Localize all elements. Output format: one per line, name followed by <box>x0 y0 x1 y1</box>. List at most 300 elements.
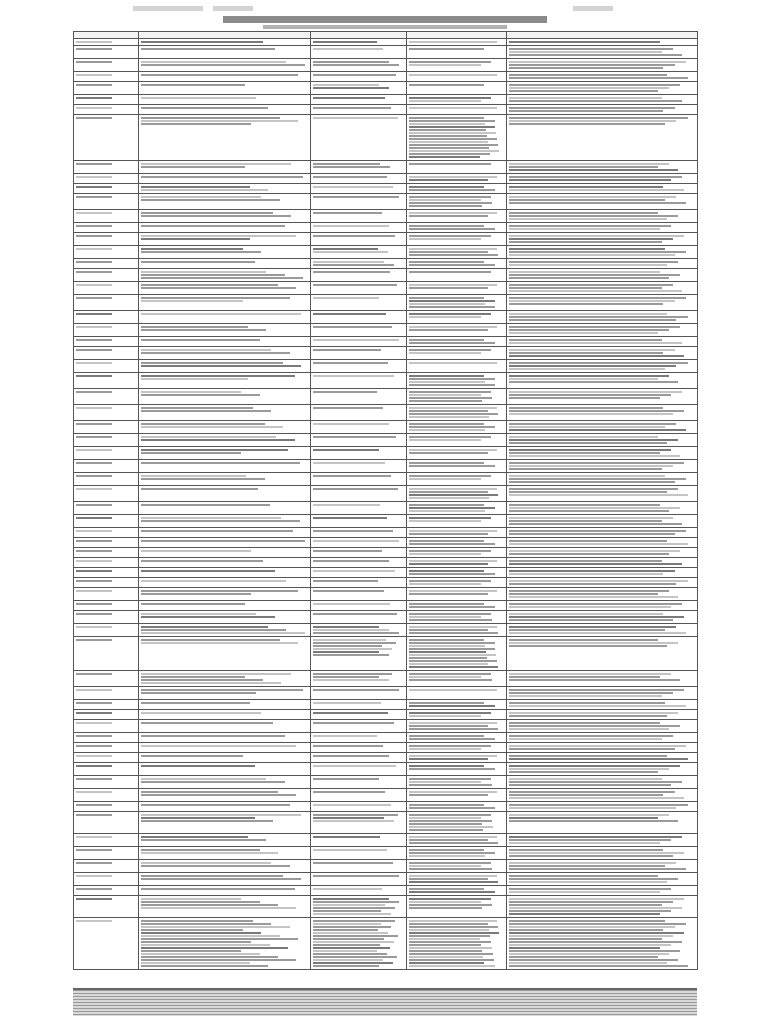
table-cell <box>311 233 407 246</box>
table-row <box>74 847 698 860</box>
table-cell <box>407 324 507 337</box>
illegible-text-line <box>141 61 286 63</box>
illegible-text-line <box>141 676 245 678</box>
table-cell <box>407 72 507 82</box>
table-cell <box>407 860 507 873</box>
illegible-text-line <box>313 297 379 299</box>
illegible-text-line <box>141 478 265 480</box>
illegible-text-line <box>409 384 495 386</box>
illegible-text-line <box>409 950 482 952</box>
illegible-text-line <box>409 563 488 565</box>
table-cell <box>139 115 311 161</box>
table-cell <box>407 210 507 223</box>
illegible-text-line <box>409 48 484 50</box>
illegible-text-line <box>313 61 389 63</box>
illegible-text-line <box>409 147 489 149</box>
illegible-text-line <box>141 907 296 909</box>
illegible-text-line <box>509 316 688 318</box>
illegible-text-line <box>409 820 492 822</box>
table-cell <box>507 39 698 46</box>
table-cell <box>139 918 311 970</box>
illegible-text-line <box>409 439 481 441</box>
illegible-text-line <box>76 560 112 562</box>
illegible-text-line <box>313 642 396 644</box>
illegible-text-line <box>409 429 485 431</box>
illegible-text-line <box>409 478 481 480</box>
table-cell <box>311 733 407 743</box>
illegible-text-line <box>313 645 382 647</box>
table-cell <box>507 72 698 82</box>
illegible-text-line <box>409 381 485 383</box>
illegible-text-line <box>313 679 389 681</box>
table-cell <box>139 710 311 720</box>
illegible-text-line <box>313 449 379 451</box>
illegible-text-line <box>409 868 492 870</box>
illegible-text-line <box>409 842 498 844</box>
table-cell <box>139 72 311 82</box>
table-cell <box>407 896 507 918</box>
illegible-text-line <box>141 778 266 780</box>
table-cell <box>139 733 311 743</box>
illegible-text-line <box>313 913 391 915</box>
illegible-text-line <box>76 804 112 806</box>
illegible-text-line <box>141 765 255 767</box>
illegible-text-line <box>509 842 660 844</box>
table-cell <box>507 460 698 473</box>
table-cell <box>311 528 407 538</box>
table-row <box>74 46 698 59</box>
table-cell <box>507 105 698 115</box>
illegible-text-line <box>141 852 278 854</box>
illegible-text-line <box>409 881 498 883</box>
illegible-text-line <box>76 550 112 552</box>
illegible-text-line <box>141 235 296 237</box>
illegible-text-line <box>509 436 658 438</box>
illegible-text-line <box>509 74 667 76</box>
illegible-text-line <box>141 391 241 393</box>
illegible-text-line <box>409 362 497 364</box>
table-cell <box>407 515 507 528</box>
illegible-text-line <box>141 593 251 595</box>
table-cell <box>507 578 698 588</box>
illegible-text-line <box>313 935 398 937</box>
table-cell <box>407 502 507 515</box>
illegible-text-line <box>409 475 491 477</box>
illegible-text-line <box>409 543 495 545</box>
table-cell <box>74 259 139 269</box>
illegible-text-line <box>76 580 112 582</box>
table-cell <box>407 460 507 473</box>
table-row <box>74 637 698 671</box>
table-cell <box>74 389 139 405</box>
illegible-text-line <box>509 478 686 480</box>
illegible-text-line <box>313 271 390 273</box>
table-cell <box>311 601 407 611</box>
illegible-text-line <box>141 530 293 532</box>
illegible-text-line <box>509 728 669 730</box>
illegible-text-line <box>409 129 486 131</box>
illegible-text-line <box>409 648 495 650</box>
illegible-text-line <box>409 228 495 230</box>
table-cell <box>507 918 698 970</box>
table-cell <box>139 246 311 259</box>
illegible-text-line <box>76 778 112 780</box>
table-cell <box>407 389 507 405</box>
illegible-text-line <box>509 907 682 909</box>
table-row <box>74 259 698 269</box>
table-cell <box>407 538 507 548</box>
table-cell <box>507 95 698 105</box>
header-tab <box>133 6 203 11</box>
table-row <box>74 223 698 233</box>
illegible-text-line <box>409 679 492 681</box>
table-cell <box>74 847 139 860</box>
illegible-text-line <box>409 814 491 816</box>
illegible-text-line <box>409 791 497 793</box>
table-row <box>74 405 698 421</box>
illegible-text-line <box>409 123 485 125</box>
table-cell <box>407 720 507 733</box>
table-cell <box>407 105 507 115</box>
illegible-text-line <box>76 326 112 328</box>
illegible-text-line <box>141 735 285 737</box>
illegible-text-line <box>509 722 660 724</box>
illegible-text-line <box>313 580 378 582</box>
table-row <box>74 434 698 447</box>
table-cell <box>311 115 407 161</box>
table-cell <box>507 847 698 860</box>
illegible-text-line <box>509 702 665 704</box>
illegible-text-line <box>409 651 486 653</box>
illegible-text-line <box>509 891 660 893</box>
table-cell <box>74 161 139 174</box>
table-cell <box>507 588 698 601</box>
illegible-text-line <box>509 735 673 737</box>
illegible-text-line <box>509 452 660 454</box>
illegible-text-line <box>141 248 243 250</box>
illegible-text-line <box>141 313 301 315</box>
illegible-text-line <box>509 632 686 634</box>
table-cell <box>507 486 698 502</box>
illegible-text-line <box>409 84 484 86</box>
illegible-text-line <box>141 163 291 165</box>
illegible-text-line <box>509 695 662 697</box>
illegible-text-line <box>313 929 378 931</box>
table-cell <box>311 82 407 95</box>
table-row <box>74 295 698 311</box>
illegible-text-line <box>509 938 662 940</box>
header-tab <box>573 6 613 11</box>
table-cell <box>74 210 139 223</box>
table-cell <box>507 763 698 776</box>
illegible-text-line <box>509 277 669 279</box>
table-cell <box>507 174 698 184</box>
table-row <box>74 95 698 105</box>
table-cell <box>507 896 698 918</box>
illegible-text-line <box>141 904 278 906</box>
table-cell <box>407 421 507 434</box>
illegible-text-line <box>76 735 112 737</box>
illegible-text-line <box>141 590 298 592</box>
illegible-text-line <box>509 507 680 509</box>
illegible-text-line <box>409 300 495 302</box>
table-cell <box>507 515 698 528</box>
illegible-text-line <box>76 163 112 165</box>
illegible-text-line <box>141 929 243 931</box>
table-cell <box>139 548 311 558</box>
table-cell <box>311 46 407 59</box>
table-cell <box>507 269 698 282</box>
table-row <box>74 174 698 184</box>
illegible-text-line <box>509 953 669 955</box>
illegible-text-line <box>509 797 684 799</box>
illegible-text-line <box>509 462 684 464</box>
illegible-text-line <box>141 475 246 477</box>
table-cell <box>507 776 698 789</box>
illegible-text-line <box>509 852 684 854</box>
illegible-text-line <box>313 920 395 922</box>
illegible-text-line <box>509 689 684 691</box>
illegible-text-line <box>409 215 488 217</box>
illegible-text-line <box>509 642 678 644</box>
table-cell <box>74 568 139 578</box>
illegible-text-line <box>313 959 383 961</box>
illegible-text-line <box>509 530 686 532</box>
illegible-text-line <box>409 176 497 178</box>
illegible-text-line <box>409 507 495 509</box>
illegible-text-line <box>76 48 112 50</box>
illegible-text-line <box>409 898 491 900</box>
table-cell <box>311 282 407 295</box>
illegible-text-line <box>141 439 295 441</box>
illegible-text-line <box>313 186 393 188</box>
illegible-text-line <box>409 784 492 786</box>
illegible-text-line <box>409 465 495 467</box>
illegible-text-line <box>409 189 495 191</box>
table-cell <box>74 324 139 337</box>
illegible-text-line <box>509 468 662 470</box>
illegible-text-line <box>509 580 688 582</box>
illegible-text-line <box>509 332 658 334</box>
illegible-text-line <box>509 510 669 512</box>
illegible-text-line <box>509 41 660 43</box>
table-cell <box>74 184 139 194</box>
illegible-text-line <box>313 407 383 409</box>
table-cell <box>507 802 698 812</box>
table-cell <box>139 753 311 763</box>
table-row <box>74 210 698 223</box>
illegible-text-line <box>509 179 671 181</box>
illegible-text-line <box>141 504 270 506</box>
table-cell <box>74 473 139 486</box>
illegible-text-line <box>409 728 498 730</box>
illegible-text-line <box>409 287 488 289</box>
table-cell <box>507 743 698 753</box>
table-cell <box>311 259 407 269</box>
table-cell <box>139 578 311 588</box>
illegible-text-line <box>509 196 676 198</box>
illegible-text-line <box>509 465 673 467</box>
table-cell <box>311 753 407 763</box>
table-cell <box>311 337 407 347</box>
illegible-text-line <box>409 163 491 165</box>
table-cell <box>507 223 698 233</box>
illegible-text-line <box>509 748 675 750</box>
illegible-text-line <box>76 888 112 890</box>
table-cell <box>311 886 407 896</box>
table-cell <box>74 59 139 72</box>
illegible-text-line <box>409 329 488 331</box>
table-cell <box>407 373 507 389</box>
illegible-text-line <box>141 962 250 964</box>
illegible-text-line <box>313 251 388 253</box>
illegible-text-line <box>509 475 665 477</box>
illegible-text-line <box>141 199 280 201</box>
table-row <box>74 873 698 886</box>
table-cell <box>507 558 698 568</box>
illegible-text-line <box>509 97 662 99</box>
illegible-text-line <box>409 755 497 757</box>
illegible-text-line <box>409 339 484 341</box>
illegible-text-line <box>76 391 112 393</box>
illegible-text-line <box>409 654 496 656</box>
illegible-text-line <box>409 138 497 140</box>
illegible-text-line <box>409 74 497 76</box>
illegible-text-line <box>76 261 112 263</box>
illegible-text-line <box>509 491 667 493</box>
table-cell <box>311 624 407 637</box>
illegible-text-line <box>409 862 491 864</box>
column-header <box>74 32 139 39</box>
illegible-text-line <box>509 429 686 431</box>
column-header <box>139 32 311 39</box>
table-cell <box>407 578 507 588</box>
illegible-text-line <box>76 570 112 572</box>
table-cell <box>139 873 311 886</box>
illegible-text-line <box>509 745 686 747</box>
table-row <box>74 337 698 347</box>
illegible-text-line <box>141 862 271 864</box>
illegible-text-line <box>509 794 663 796</box>
illegible-text-line <box>509 768 669 770</box>
table-cell <box>139 860 311 873</box>
illegible-text-line <box>409 436 491 438</box>
illegible-text-line <box>409 941 491 943</box>
illegible-text-line <box>76 689 112 691</box>
illegible-text-line <box>409 904 492 906</box>
illegible-text-line <box>76 626 112 628</box>
table-cell <box>311 434 407 447</box>
illegible-text-line <box>141 117 280 119</box>
table-cell <box>507 311 698 324</box>
illegible-text-line <box>141 626 268 628</box>
illegible-text-line <box>409 97 491 99</box>
illegible-text-line <box>141 339 260 341</box>
illegible-text-line <box>409 781 481 783</box>
illegible-text-line <box>313 923 381 925</box>
table-row <box>74 421 698 434</box>
illegible-text-line <box>409 590 497 592</box>
table-cell <box>139 311 311 324</box>
illegible-text-line <box>509 342 682 344</box>
illegible-text-line <box>141 123 251 125</box>
illegible-text-line <box>509 442 667 444</box>
illegible-text-line <box>509 51 662 53</box>
illegible-text-line <box>509 849 663 851</box>
table-cell <box>139 184 311 194</box>
table-cell <box>311 611 407 624</box>
table-row <box>74 558 698 568</box>
table-cell <box>74 115 139 161</box>
table-cell <box>74 246 139 259</box>
illegible-text-line <box>76 613 112 615</box>
illegible-text-line <box>141 284 278 286</box>
illegible-text-line <box>313 163 380 165</box>
illegible-text-line <box>141 875 283 877</box>
illegible-text-line <box>409 248 497 250</box>
illegible-text-line <box>509 87 669 89</box>
illegible-text-line <box>141 923 271 925</box>
illegible-text-line <box>76 875 112 877</box>
table-cell <box>139 95 311 105</box>
illegible-text-line <box>141 196 261 198</box>
table-cell <box>407 282 507 295</box>
illegible-text-line <box>409 938 480 940</box>
illegible-text-line <box>509 423 676 425</box>
table-cell <box>311 743 407 753</box>
illegible-text-line <box>409 947 492 949</box>
illegible-text-line <box>509 839 671 841</box>
illegible-text-line <box>509 929 663 931</box>
table-cell <box>74 528 139 538</box>
illegible-text-line <box>509 616 684 618</box>
illegible-text-line <box>409 400 482 402</box>
illegible-text-line <box>313 225 389 227</box>
table-row <box>74 59 698 72</box>
table-cell <box>311 460 407 473</box>
illegible-text-line <box>509 107 675 109</box>
illegible-text-line <box>409 580 491 582</box>
table-row <box>74 282 698 295</box>
table-cell <box>311 538 407 548</box>
illegible-text-line <box>313 950 377 952</box>
table-row <box>74 161 698 174</box>
table-cell <box>507 194 698 210</box>
table-cell <box>139 789 311 802</box>
illegible-text-line <box>509 381 678 383</box>
illegible-text-line <box>509 570 675 572</box>
table-cell <box>139 105 311 115</box>
illegible-text-line <box>313 550 382 552</box>
table-cell <box>311 347 407 360</box>
illegible-text-line <box>509 228 660 230</box>
illegible-text-line <box>313 910 381 912</box>
illegible-text-line <box>141 378 248 380</box>
illegible-text-line <box>509 941 682 943</box>
illegible-text-line <box>409 349 491 351</box>
illegible-text-line <box>509 439 678 441</box>
illegible-text-line <box>313 97 385 99</box>
table-cell <box>507 710 698 720</box>
table-cell <box>139 637 311 671</box>
illegible-text-line <box>141 944 270 946</box>
illegible-text-line <box>76 186 112 188</box>
table-cell <box>74 515 139 528</box>
illegible-text-line <box>313 117 398 119</box>
illegible-text-line <box>141 956 278 958</box>
illegible-text-line <box>141 277 303 279</box>
table-cell <box>407 588 507 601</box>
